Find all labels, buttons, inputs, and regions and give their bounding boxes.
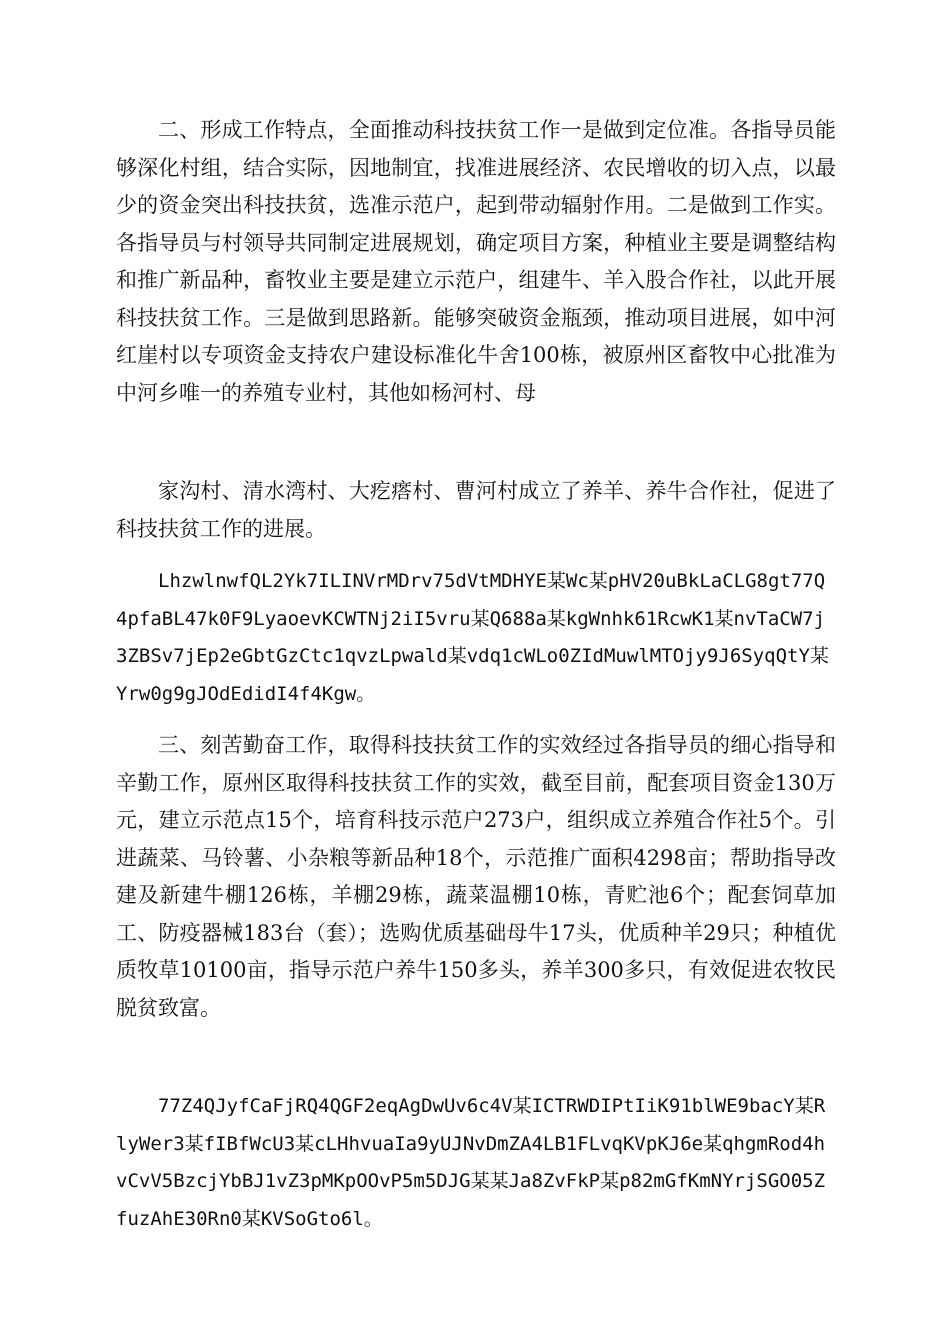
paragraph-work-features: 二、形成工作特点，全面推动科技扶贫工作一是做到定位准。各指导员能够深化村组，结合实际，因地制宜，找准进展经济、农民增收的切入点，以最少的资金突出科技扶贫，选准示范户，起到带动辐射作用。二是做到工作实。各指导员与村领导共同制定进展规划，确定项目方案，种植业主要是调整结构和推广新品种，畜牧业主要是建立示范户，组建牛、羊入股合作社，以此开展科技扶贫工作。三是做到思路新。能够突破资金瓶颈，推动项目进展，如中河红崖村以专项资金支持农户建设标准化牛舍100栋，被原州区畜牧中心批准为中河乡唯一的养殖专业村，其他如杨河村、母 <box>116 118 836 405</box>
paragraph-cooperatives: 家沟村、清水湾村、大疙瘩村、曹河村成立了养羊、养牛合作社，促进了科技扶贫工作的进展。 <box>116 479 836 541</box>
paragraph-garbled-text-1: LhzwlnwfQL2Yk7ILINVrMDrv75dVtMDHYE某Wc某pHV20uBkLaCLG8gt77Q4pfaBL47k0F9LyaoevKCWTNj2iI5vru某Q688a某kgWnhk61RcwK1某nvTaCW7j3ZBSv7jEp2eGbtGzCtc1qvzLpwald某vdq1cWLo0ZIdMuwlMTOjy9J6SyqQtY某Yrw0g9gJOdEdidI4f4Kgw。 <box>116 570 829 705</box>
paragraph-garbled-text-2: 77Z4QJyfCaFjRQ4QGF2eqAgDwUv6c4V某ICTRWDIPtIiK91blWE9bacY某RlyWer3某fIBfWcU3某cLHhvuaIa9yUJNvDmZA4LB1FLvqKVpKJ6e某qhgmRod4hvCvV5BzcjYbBJ1vZ3pMKpOOvP5m5DJG某某Ja8ZvFkP某p82mGfKmNYrjSGO05ZfuzAhE30Rn0某KVSoGto6l。 <box>116 1095 826 1230</box>
paragraph-achievements: 三、刻苦勤奋工作，取得科技扶贫工作的实效经过各指导员的细心指导和辛勤工作，原州区取得科技扶贫工作的实效，截至目前，配套项目资金130万元，建立示范点15个，培育科技示范户273户，组织成立养殖合作社5个。引进蔬菜、马铃薯、小杂粮等新品种18个，示范推广面积4298亩；帮助指导改建及新建牛棚126栋，羊棚29栋，蔬菜温棚10栋，青贮池6个；配套饲草加工、防疫器械183台（套）；选购优质基础母牛17头，优质种羊29只；种植优质牧草10100亩，指导示范户养牛150多头，养羊300多只，有效促进农牧民脱贫致富。 <box>116 733 836 1020</box>
